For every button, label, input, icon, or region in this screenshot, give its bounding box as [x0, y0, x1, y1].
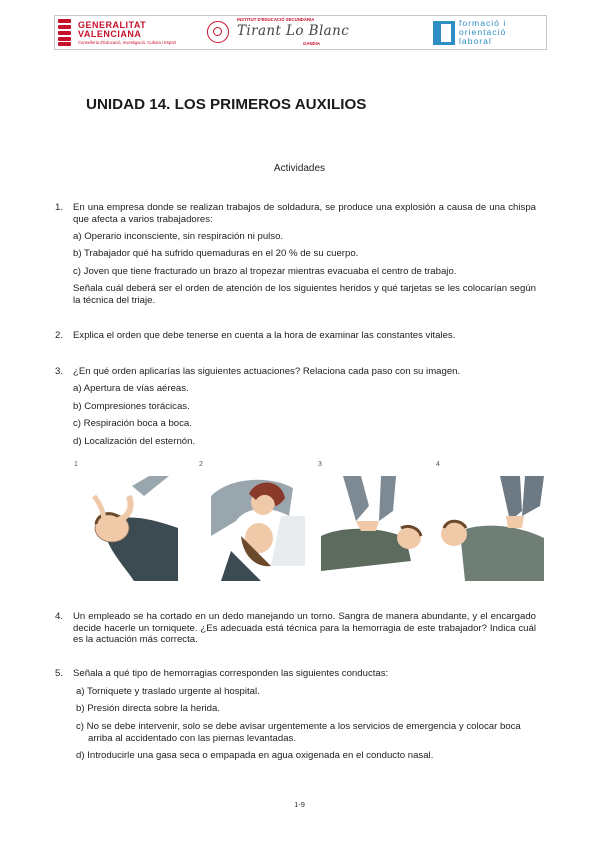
generalitat-line1: GENERALITAT [78, 20, 147, 30]
cpr-image-3 [318, 461, 425, 581]
q4-number: 4. [55, 611, 64, 622]
q1-option-c: c) Joven que tiene fracturado un brazo al tropezar mientras evacuaba el centro de trabajo. [73, 266, 457, 277]
q1-extra: Señala cuál deberá ser el orden de atención de los siguientes heridos y qué tarjetas se les colocarían según la técnica del triaje. [73, 283, 536, 306]
q3-option-c: c) Respiración boca a boca. [73, 418, 192, 429]
fol-line2: orientació [459, 27, 507, 37]
image-number-2: 2 [199, 461, 203, 468]
school-name: Tirant Lo Blanc [237, 23, 350, 39]
fol-logo [433, 19, 543, 47]
fol-emblem-icon [433, 21, 455, 45]
generalitat-line2: VALENCIANA [78, 29, 142, 39]
chest-compression-illustration [440, 476, 544, 581]
q1-text: En una empresa donde se realizan trabajos de soldadura, se produce una explosión a causa de una chispa que afecta a varios trabajadores: [73, 202, 536, 225]
page-subtitle: Actividades [273, 163, 326, 174]
page-header [54, 15, 547, 50]
school-top-text: INSTITUT D'EDUCACIÓ SECUNDÀRIA [237, 17, 315, 22]
school-city: GANDIA [303, 41, 320, 46]
q1-number: 1. [55, 202, 64, 213]
q1-option-b: b) Trabajador qué ha sufrido quemaduras en el 20 % de su cuerpo. [73, 248, 359, 259]
q3-option-d: d) Localización del esternón. [73, 436, 196, 447]
q1-option-a: a) Operario inconsciente, sin respiración ni pulso. [73, 231, 284, 242]
q3-option-a: a) Apertura de vías aéreas. [73, 383, 189, 394]
cpr-image-4 [436, 461, 544, 581]
airway-opening-illustration [74, 476, 178, 581]
q5-option-b: b) Presión directa sobre la herida. [76, 703, 220, 714]
q5-option-a: a) Torniquete y traslado urgente al hospital. [76, 686, 260, 697]
image-number-3: 3 [318, 461, 322, 468]
q5-number: 5. [55, 668, 64, 679]
generalitat-logo [58, 19, 178, 47]
generalitat-line3: Conselleria d'Educació, Investigació, Cultura i Esport [78, 40, 177, 45]
q3-number: 3. [55, 366, 64, 377]
rescue-breathing-illustration [201, 476, 305, 581]
q3-text: ¿En qué orden aplicarías las siguientes actuaciones? Relaciona cada paso con su imagen. [73, 366, 461, 377]
cpr-image-2 [199, 461, 305, 581]
image-number-1: 1 [74, 461, 78, 468]
school-logo [207, 17, 397, 48]
q2-text: Explica el orden que debe tenerse en cuenta a la hora de examinar las constantes vitales. [73, 330, 456, 341]
q5-option-c: c) No se debe intervenir, solo se debe avisar urgentemente a los servicios de emergencia y colocar boca arriba al accidentado con las piernas levantadas. [76, 721, 521, 744]
fol-line3: laboral [459, 36, 492, 46]
q5-option-d: d) Introducirle una gasa seca o empapada en agua oxigenada en el conducto nasal. [76, 750, 434, 761]
page-number: 1-9 [294, 800, 305, 809]
school-emblem-icon [207, 21, 229, 43]
q3-option-b: b) Compresiones torácicas. [73, 401, 190, 412]
page-title: UNIDAD 14. LOS PRIMEROS AUXILIOS [86, 96, 367, 113]
q2-number: 2. [55, 330, 64, 341]
generalitat-emblem-icon [58, 19, 71, 46]
fol-line1: formació i [459, 18, 507, 28]
q5-text: Señala a qué tipo de hemorragias corresponden las siguientes conductas: [73, 668, 389, 679]
image-number-4: 4 [436, 461, 440, 468]
q4-text: Un empleado se ha cortado en un dedo manejando un torno. Sangra de manera abundante, y el encargado decide hacerle un torniquete. ¿Es adecuada está técnica para la hemorragia de este trabajador? Indica cuál es la actuación más correcta. [73, 611, 536, 645]
sternum-location-illustration [321, 476, 425, 581]
cpr-image-1 [74, 461, 178, 581]
